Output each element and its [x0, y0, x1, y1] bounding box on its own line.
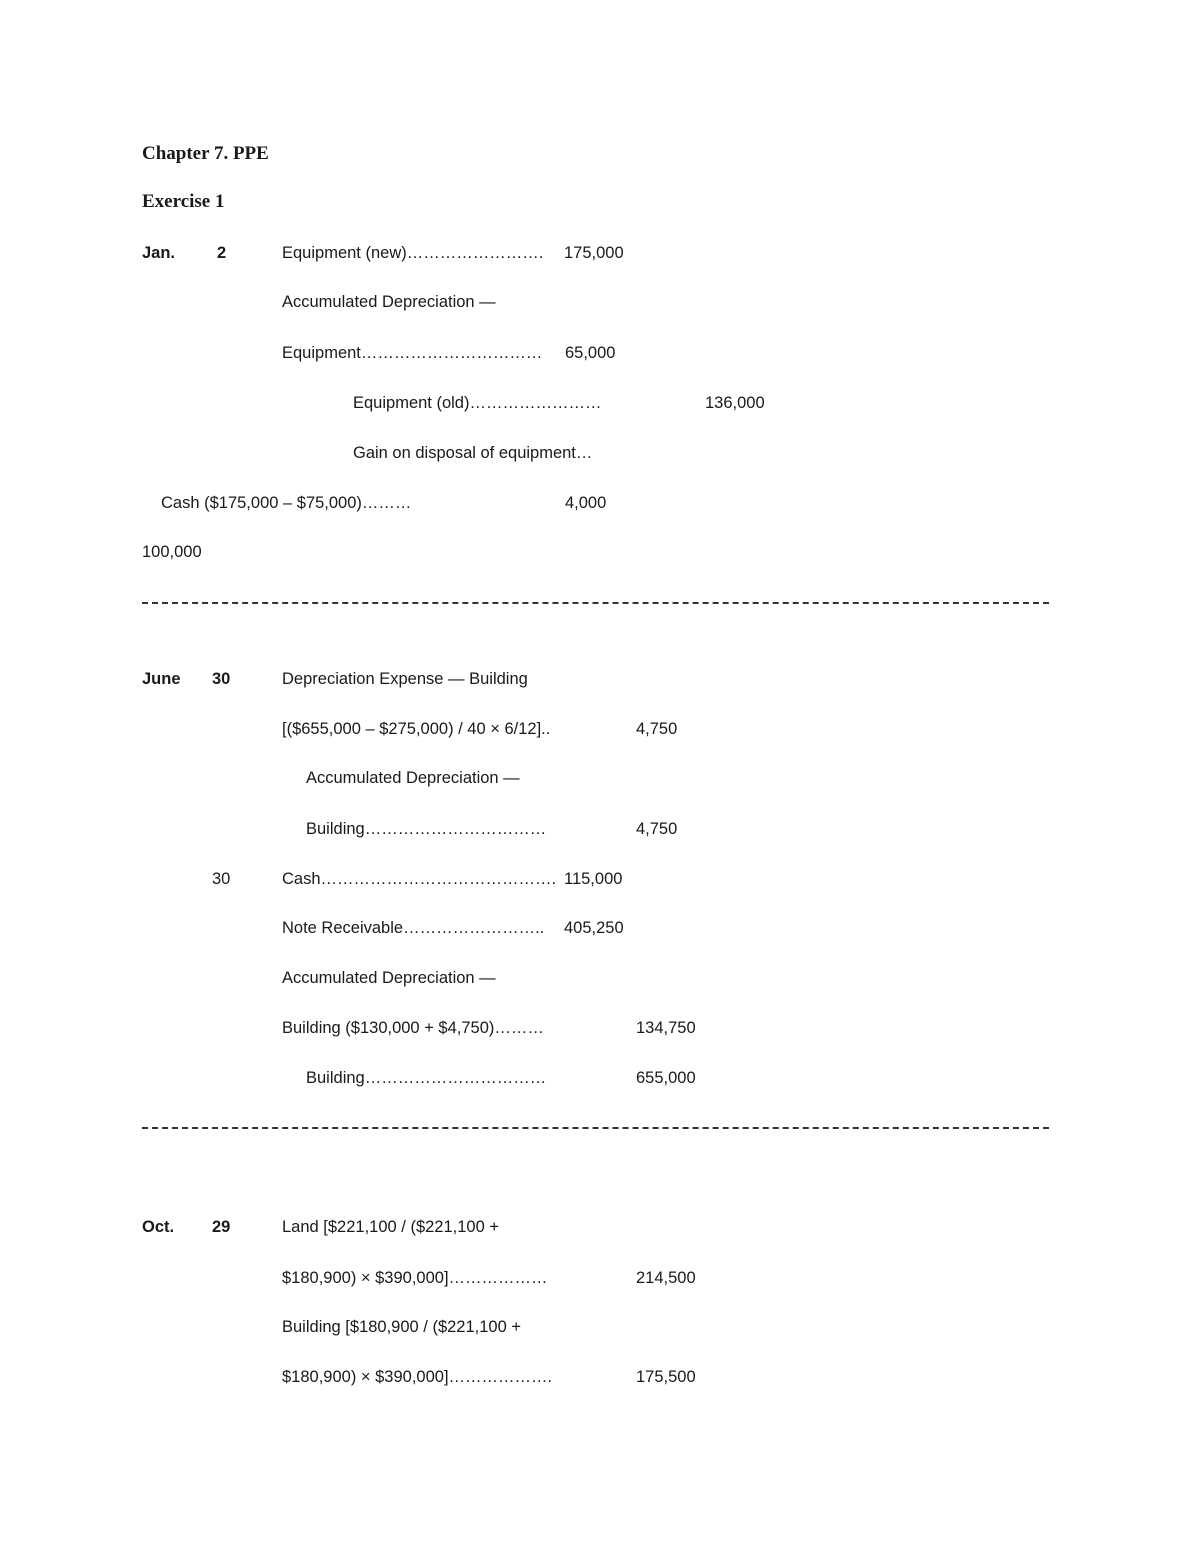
entry-line-debit: 115,000	[564, 870, 623, 888]
entry-line-credit: 4,750	[636, 820, 678, 838]
entry-month: Jan.	[142, 244, 176, 262]
chapter-title: Chapter 7. PPE	[142, 143, 269, 164]
entry-line-text: Accumulated Depreciation —	[306, 769, 520, 787]
entry-line-text: Depreciation Expense — Building	[282, 670, 528, 688]
entry-line-debit: 175,000	[564, 244, 624, 262]
entry-line-text: Gain on disposal of equipment…	[353, 444, 593, 462]
entry-line-debit: 4,000	[565, 494, 607, 512]
dashed-separator	[142, 602, 1049, 604]
entry-day: 29	[212, 1218, 231, 1236]
entry-line-text: Equipment (old)……………………	[353, 394, 602, 412]
entry-line-text: Building [$180,900 / ($221,100 +	[282, 1318, 521, 1336]
entry-line-text: Accumulated Depreciation —	[282, 293, 496, 311]
entry-line-text: Building……………………………	[306, 1069, 547, 1087]
entry-line-debit: 65,000	[565, 344, 616, 362]
entry-line-credit: 134,750	[636, 1019, 696, 1037]
entry-month: June	[142, 670, 181, 688]
entry-line-text: Building ($130,000 + $4,750)………	[282, 1019, 544, 1037]
entry-line-text: Cash ($175,000 – $75,000)………	[161, 494, 412, 512]
entry-line-text: $180,900) × $390,000]………………	[282, 1269, 548, 1287]
entry-line-text: Land [$221,100 / ($221,100 +	[282, 1218, 499, 1236]
entry-line-text: $180,900) × $390,000]……………….	[282, 1368, 553, 1386]
entry-line-credit: 214,500	[636, 1269, 696, 1287]
entry-day: 30	[212, 670, 231, 688]
entry-line-text: [($655,000 – $275,000) / 40 × 6/12]..	[282, 720, 551, 738]
entry-line-text: 100,000	[142, 543, 202, 561]
entry-day: 30	[212, 870, 231, 888]
entry-line-text: Note Receivable……………………..	[282, 919, 545, 937]
entry-line-text: Equipment……………………………	[282, 344, 543, 362]
entry-line-debit: 405,250	[564, 919, 624, 937]
exercise-title: Exercise 1	[142, 191, 225, 212]
entry-line-credit: 655,000	[636, 1069, 696, 1087]
entry-line-text: Equipment (new)…………………….	[282, 244, 544, 262]
entry-line-text: Building……………………………	[306, 820, 547, 838]
dashed-separator	[142, 1127, 1049, 1129]
entry-line-debit: 4,750	[636, 720, 678, 738]
entry-line-text: Accumulated Depreciation —	[282, 969, 496, 987]
entry-line-credit: 175,500	[636, 1368, 696, 1386]
entry-line-text: Cash…………………………………….	[282, 870, 557, 888]
entry-month: Oct.	[142, 1218, 175, 1236]
entry-line-credit: 136,000	[705, 394, 765, 412]
entry-day: 2	[217, 244, 227, 262]
